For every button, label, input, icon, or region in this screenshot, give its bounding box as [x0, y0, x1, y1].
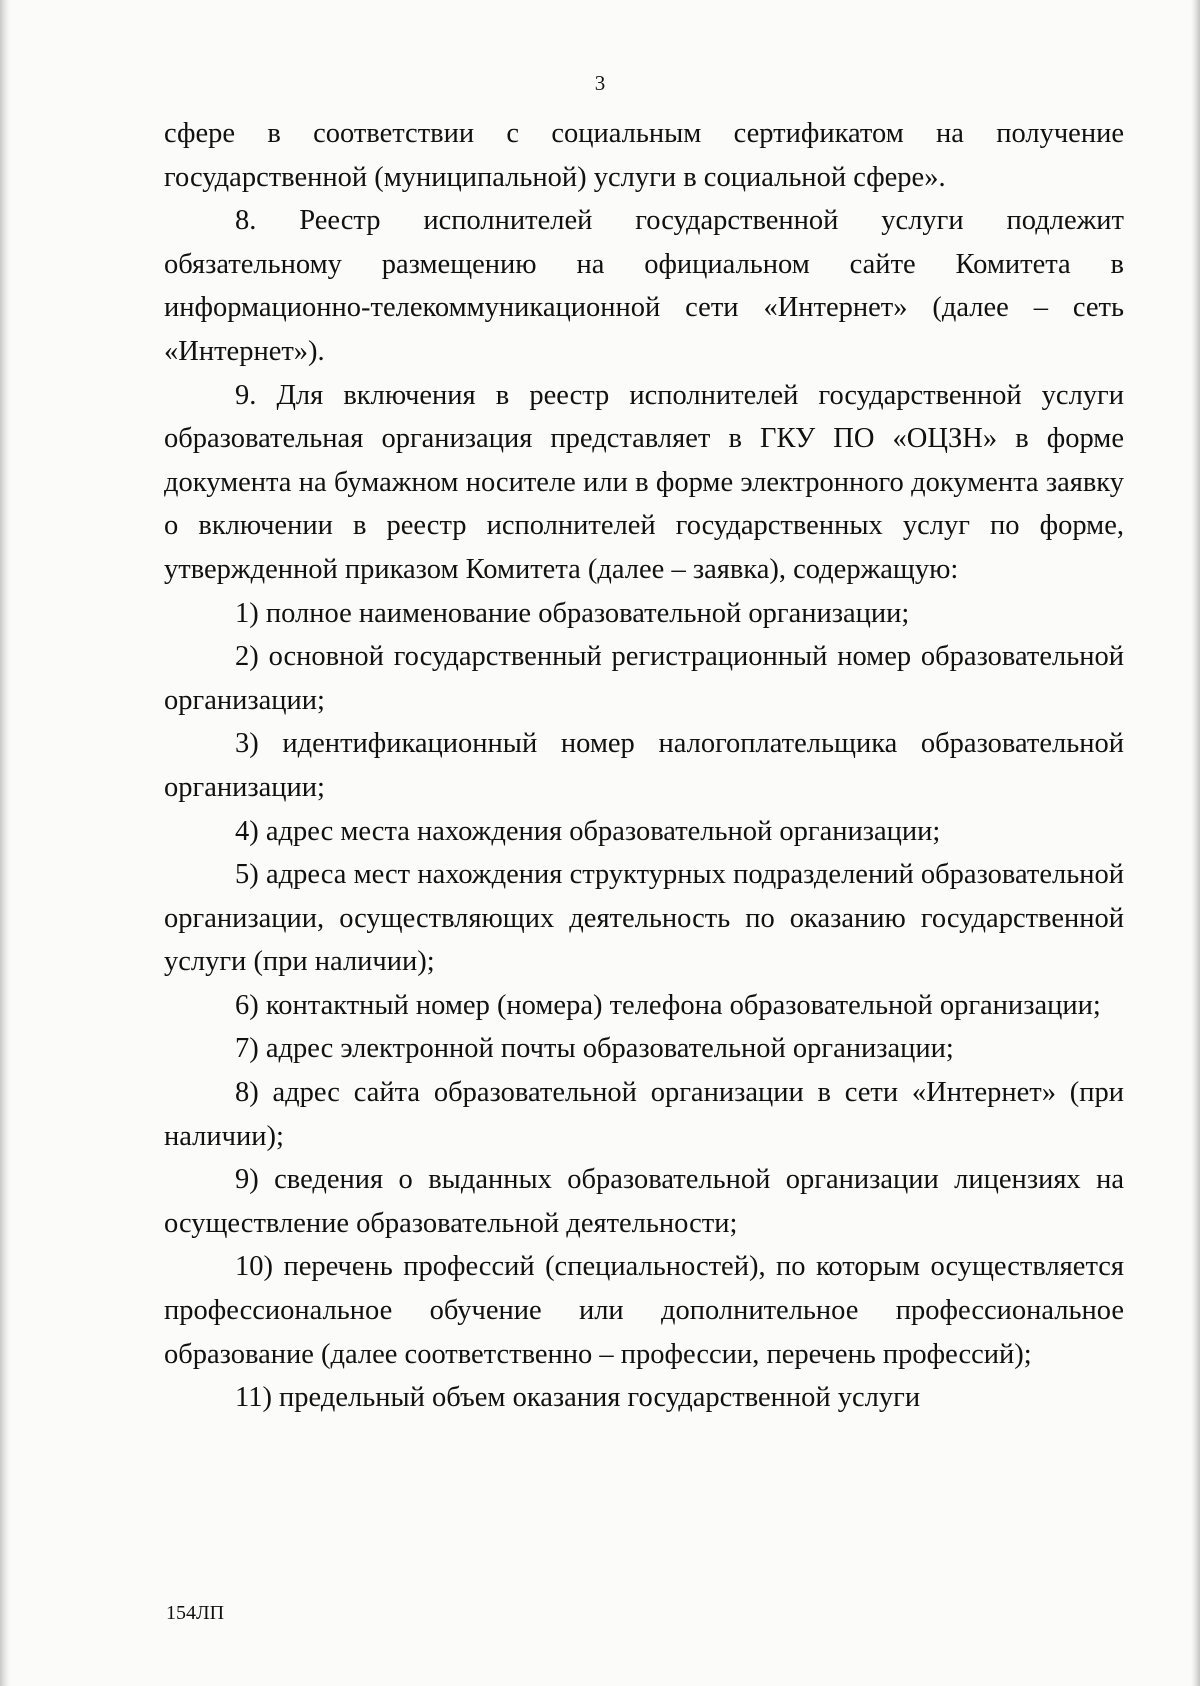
page-number: 3 — [594, 71, 606, 95]
list-item-9: 9) сведения о выданных образовательной организации лицензиях на осуществление образовательной деятельности; — [164, 1164, 1124, 1239]
list-item-4: 4) адрес места нахождения образовательной организации; — [235, 815, 941, 847]
paragraph-continuation: сфере в соответствии с социальным сертификатом на получение государственной (муниципальной) услуги в социальной сфере». — [164, 118, 1124, 193]
paragraph-9-application: 9. Для включения в реестр исполнителей государственной услуги образовательная организация представляет в ГКУ ПО «ОЦЗН» в форме документа на бумажном носителе или в форме электронного документа заявку о включении в реестр исполнителей государственных услуг по форме, утвержденной приказом Комитета (далее – заявка), содержащую: — [164, 379, 1124, 585]
scan-edge-left — [0, 0, 10, 1686]
list-item-11: 11) предельный объем оказания государственной услуги — [235, 1382, 921, 1414]
document-code: 154ЛП — [166, 1602, 225, 1624]
document-body — [164, 112, 1124, 1420]
list-item-2: 2) основной государственный регистрационный номер образовательной организации; — [164, 641, 1124, 716]
list-item-5: 5) адреса мест нахождения структурных подразделений образовательной организации, осуществляющих деятельность по оказанию государственной услуги (при наличии); — [164, 859, 1124, 978]
list-item-7: 7) адрес электронной почты образовательной организации; — [235, 1033, 954, 1065]
list-item-10: 10) перечень профессий (специальностей), по которым осуществляется профессиональное обучение или дополнительное профессиональное образование (далее соответственно – профессии, перечень профессий); — [164, 1251, 1124, 1370]
list-item-1: 1) полное наименование образовательной организации; — [235, 597, 910, 629]
list-item-8: 8) адрес сайта образовательной организации в сети «Интернет» (при наличии); — [164, 1077, 1124, 1152]
scan-edge-right — [1191, 0, 1200, 1686]
list-item-3: 3) идентификационный номер налогоплательщика образовательной организации; — [164, 728, 1124, 803]
list-item-6: 6) контактный номер (номера) телефона образовательной организации; — [235, 989, 1101, 1021]
paragraph-8-registry: 8. Реестр исполнителей государственной услуги подлежит обязательному размещению на официальном сайте Комитета в информационно-телекоммуникационной сети «Интернет» (далее – сеть «Интернет»). — [164, 205, 1124, 367]
